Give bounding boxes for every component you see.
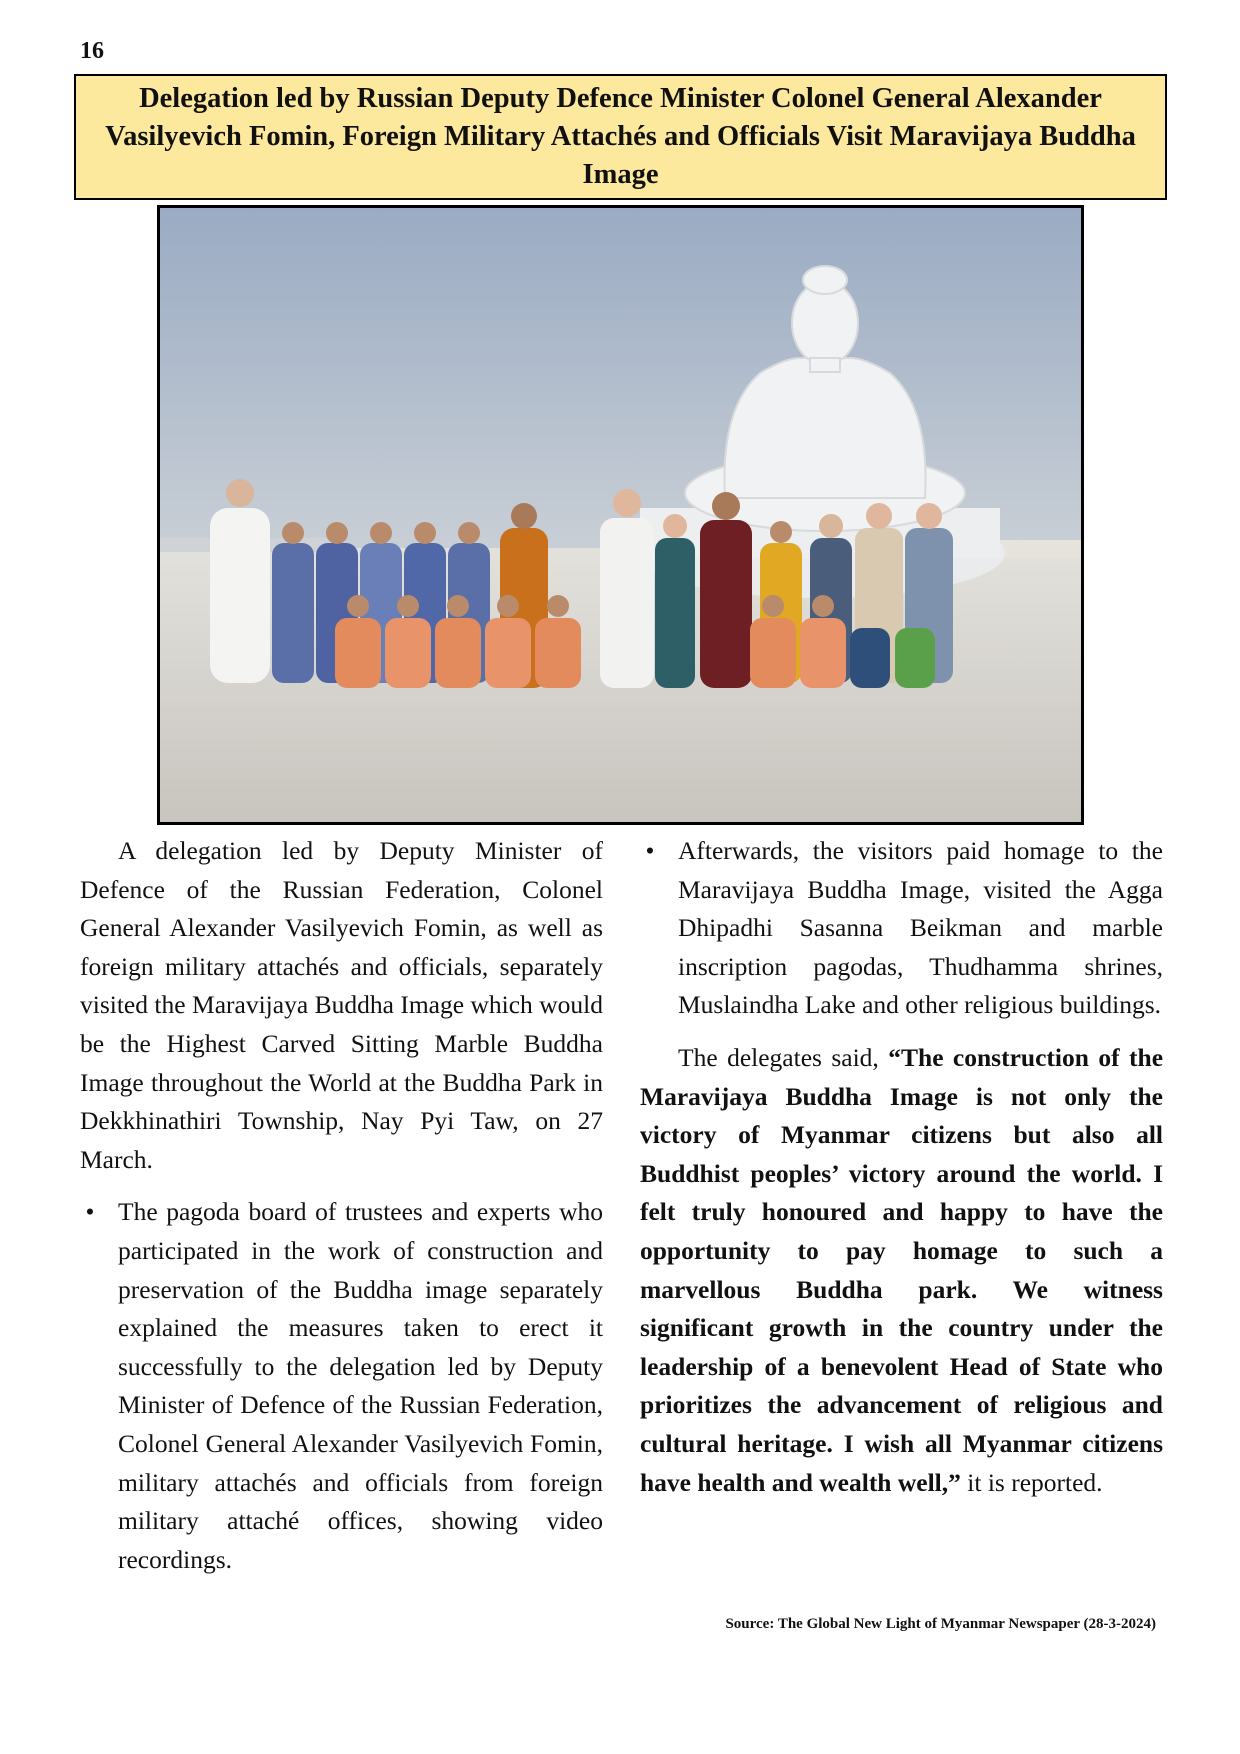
bullet-icon: • <box>85 1197 95 1227</box>
quote-tail: it is reported. <box>960 1467 1103 1497</box>
right-column <box>640 832 1163 1502</box>
page-number: 16 <box>80 38 104 64</box>
headline-box <box>74 74 1167 200</box>
paragraph-intro: A delegation led by Deputy Minister of Defence of the Russian Federation, Colonel General Alexander Vasilyevich Fomin, as well as foreign military attachés and officials, separately visited the Maravijaya Buddha Image which would be the Highest Carved Sitting Marble Buddha Image throughout the World at the Buddha Park in Dekkhinathiri Township, Nay Pyi Taw, on 27 March. <box>80 836 603 1174</box>
bullet-text-trustees: The pagoda board of trustees and experts who participated in the work of construction and preservation of the Buddha image separately explained the measures taken to erect it successfully to the delegation led by Deputy Minister of Defence of the Russian Federation, Colonel General Alexander Vasilyevich Fomin, military attachés and officials from foreign military attaché offices, showing video recordings. <box>118 1197 603 1574</box>
headline: Delegation led by Russian Deputy Defence Minister Colonel General Alexander Vasilyevich Fomin, Foreign Military Attachés and Officials Visit Maravijaya Buddha Image <box>105 83 1136 190</box>
group-photo-illustration <box>160 208 1081 822</box>
bullet-text-homage: Afterwards, the visitors paid homage to the Maravijaya Buddha Image, visited the Agga Dhipadhi Sasanna Beikman and marble inscription pagodas, Thudhamma shrines, Muslaindha Lake and other religious buildings. <box>678 836 1163 1020</box>
photo <box>157 205 1084 825</box>
bullet-item-trustees <box>80 1193 603 1579</box>
bullet-icon: • <box>645 836 655 865</box>
left-column <box>80 832 603 1579</box>
quote-lead: The delegates said, <box>678 1042 889 1072</box>
paragraph-quote <box>640 1039 1163 1502</box>
source-credit: Source: The Global New Light of Myanmar Newspaper (28-3-2024) <box>725 1616 1156 1632</box>
quote-text: “The construction of the Maravijaya Buddha Image is not only the victory of Myanmar citizens but also all Buddhist peoples’ victory around the world. I felt truly honoured and happy to have the opportunity to pay homage to such a marvellous Buddha park. We witness significant growth in the country under the leadership of a benevolent Head of State who prioritizes the advancement of religious and cultural heritage. I wish all Myanmar citizens have health and wealth well,” <box>640 1042 1164 1497</box>
bullet-item-homage <box>640 832 1163 1025</box>
